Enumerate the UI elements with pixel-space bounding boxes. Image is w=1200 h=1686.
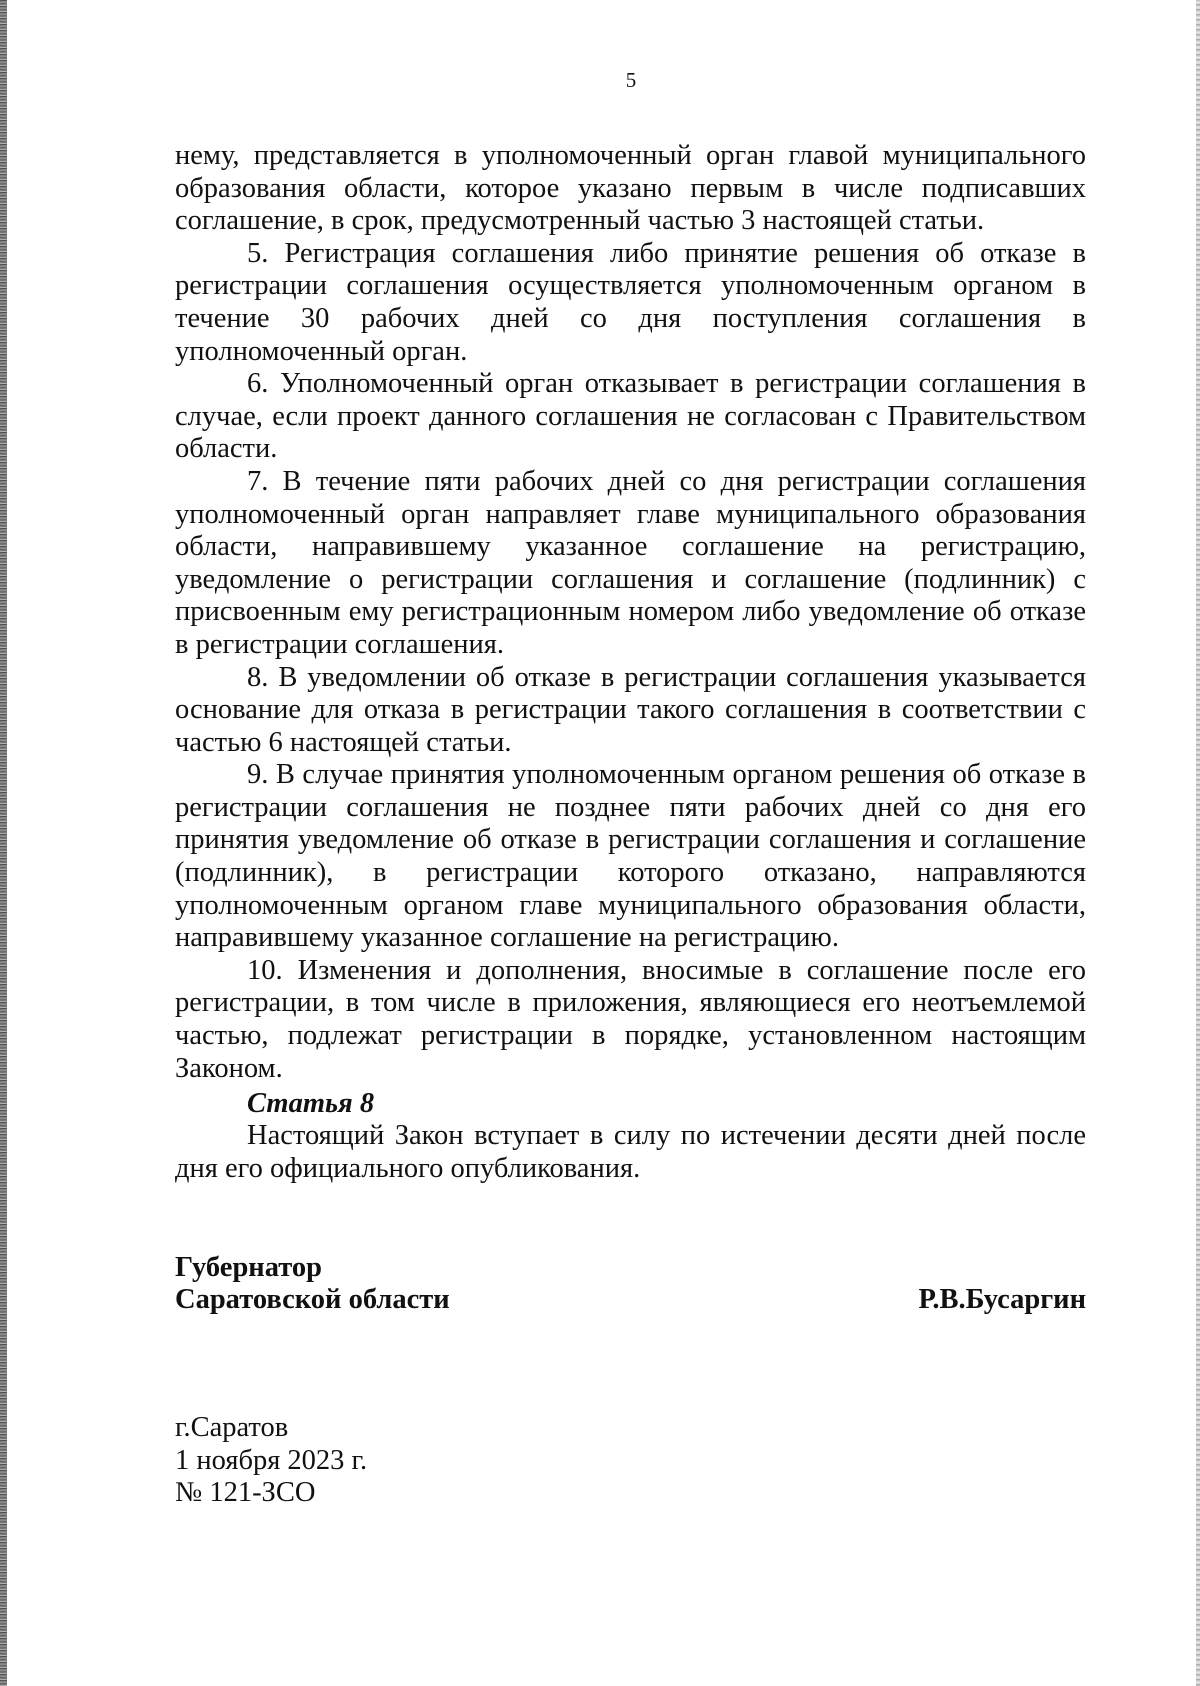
article-8-text: Настоящий Закон вступает в силу по истечении десяти дней после дня его официального опубликования. [175, 1120, 1086, 1184]
law-number: № 121-ЗСО [175, 1477, 316, 1508]
law-text [175, 140, 1086, 1085]
place: г.Саратов [175, 1412, 289, 1443]
signature-block [175, 1252, 1086, 1316]
signer-title-line2: Саратовской области [175, 1284, 450, 1315]
paragraph-8: 8. В уведомлении об отказе в регистрации соглашения указывается основание для отказа в регистрации такого соглашения в соответствии с частью 6 настоящей статьи. [175, 661, 1086, 758]
article-8-heading: Статья 8 [247, 1088, 375, 1119]
scan-edge-left [0, 0, 7, 1686]
paragraph-continuation: нему, представляется в уполномоченный орган главой муниципального образования области, которое указано первым в числе подписавших соглашение, в срок, предусмотренный частью 3 настоящей статьи. [175, 140, 1086, 237]
paragraph-9: 9. В случае принятия уполномоченным органом решения об отказе в регистрации соглашения не позднее пяти рабочих дней со дня его принятия уведомление об отказе в регистрации соглашения и соглашение (подлинник), в регистрации которого отказано, направляются уполномоченным органом главе муниципального образования области, направившему указанное соглашение на регистрацию. [175, 759, 1086, 954]
paragraph-10: 10. Изменения и дополнения, вносимые в соглашение после его регистрации, в том числе в приложения, являющиеся его неотъемлемой частью, подлежат регистрации в порядке, установленном настоящим Законом. [175, 954, 1086, 1084]
paragraph-6: 6. Уполномоченный орган отказывает в регистрации соглашения в случае, если проект данного соглашения не согласован с Правительством области. [175, 368, 1086, 465]
place-date-block [175, 1412, 367, 1510]
signer-title-line1: Губернатор [175, 1252, 322, 1283]
paragraph-5: 5. Регистрация соглашения либо принятие решения об отказе в регистрации соглашения осуществляется уполномоченным органом в течение 30 рабочих дней со дня поступления соглашения в уполномоченный орган. [175, 237, 1086, 367]
date: 1 ноября 2023 г. [175, 1444, 368, 1476]
page-number: 5 [625, 68, 637, 92]
paragraph-7: 7. В течение пяти рабочих дней со дня регистрации соглашения уполномоченный орган направляет главе муниципального образования области, направившему указанное соглашение на регистрацию, уведомление о регистрации соглашения и соглашение (подлинник) с присвоенным ему регистрационным номером либо уведомление об отказе в регистрации соглашения. [175, 465, 1086, 660]
signer-name: Р.В.Бусаргин [918, 1284, 1086, 1315]
scan-edge-right [1196, 0, 1200, 1686]
